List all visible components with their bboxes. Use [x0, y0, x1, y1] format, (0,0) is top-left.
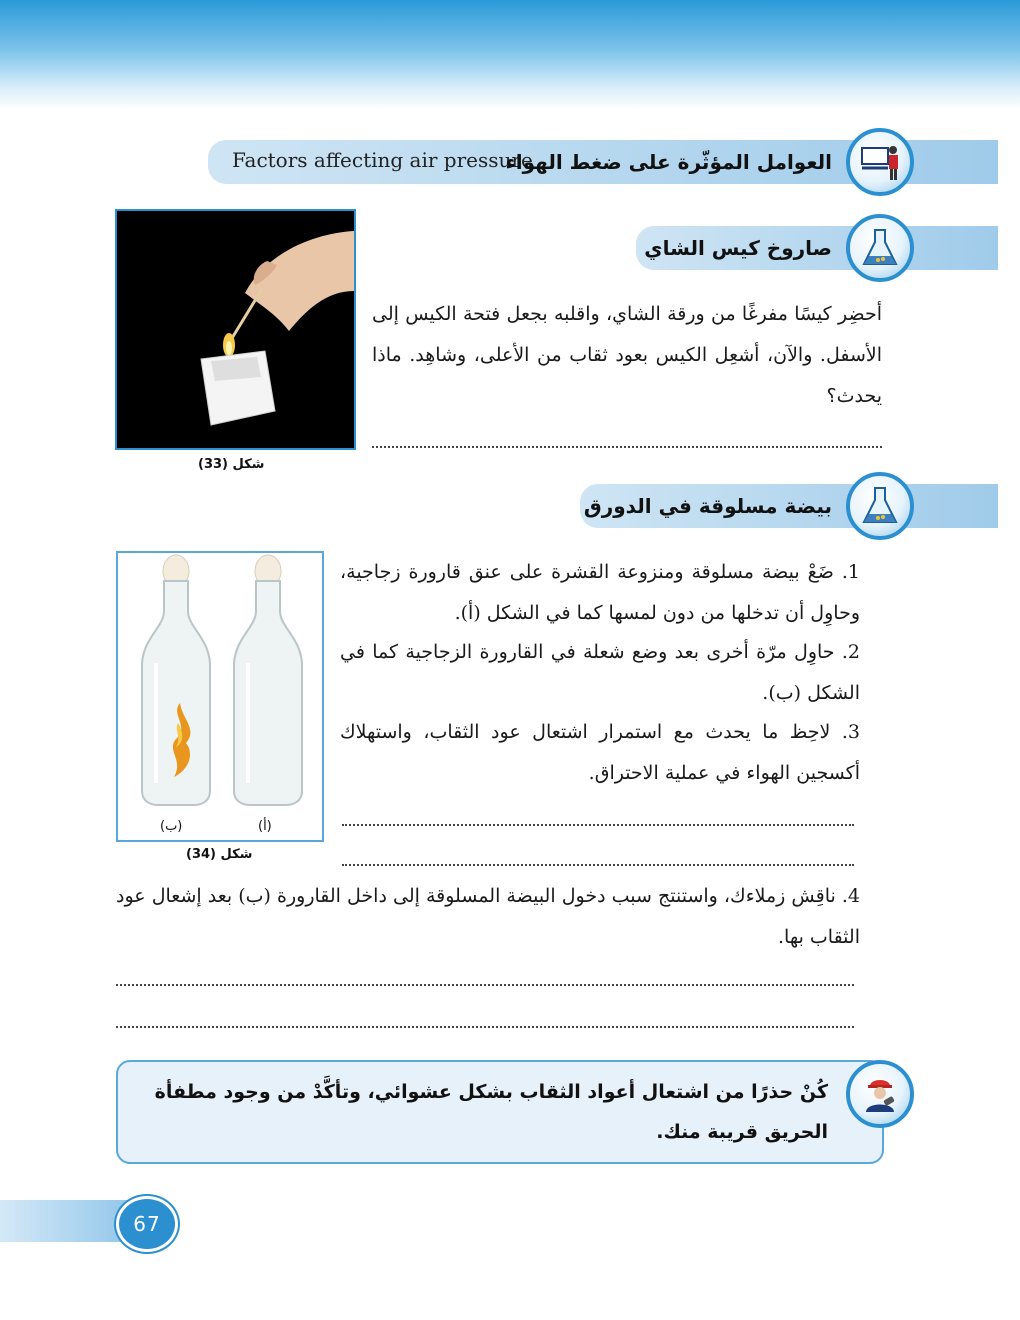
figure-34-caption: شكل (34) — [186, 847, 253, 862]
safety-warning-box — [116, 1060, 884, 1164]
answer-line — [342, 864, 854, 866]
answer-line — [342, 824, 854, 826]
figure-33-tea-bag-photo — [115, 209, 356, 450]
answer-line — [116, 984, 854, 986]
safety-warning-text: كُنْ حذرًا من اشتعال أعواد الثقاب بشكل عشوائي، وتأكَّدْ من وجود مطفأة الحريق قريبة منك. — [154, 1081, 828, 1143]
figure-34-bottles-photo — [116, 551, 324, 842]
activity2-step-1: 1. ضَعْ بيضة مسلوقة ومنزوعة القشرة على عنق قارورة زجاجية، وحاوِل أن تدخلها من دون لمسها كما في الشكل (أ). — [340, 561, 860, 624]
safety-worker-icon — [846, 1060, 914, 1128]
section-title-ar: العوامل المؤثّرة على ضغط الهواء — [505, 150, 832, 174]
figure-33-caption: شكل (33) — [198, 457, 265, 472]
flask-icon — [846, 214, 914, 282]
answer-line — [372, 446, 882, 448]
page-number: 67 — [116, 1196, 178, 1252]
figure-label-a: (أ) — [258, 819, 272, 834]
activity2-step-3: 3. لاحِظ ما يحدث مع استمرار اشتعال عود الثقاب، واستهلاك أكسجين الهواء في عملية الاحتراق. — [340, 721, 860, 784]
activity2-step-2: 2. حاوِل مرّة أخرى بعد وضع شعلة في القارورة الزجاجية كما في الشكل (ب). — [340, 641, 860, 704]
answer-line — [116, 1026, 854, 1028]
flask-icon — [846, 472, 914, 540]
section-title-en: Factors affecting air pressure — [232, 148, 533, 172]
top-gradient-band — [0, 0, 1020, 110]
figure-label-b: (ب) — [160, 819, 183, 834]
activity1-body: أحضِر كيسًا مفرغًا من ورقة الشاي، واقلبه بجعل فتحة الكيس إلى الأسفل. والآن، أشعِل الكيس بعود ثقاب من الأعلى، وشاهِد. ماذا يحدث؟ — [372, 303, 882, 407]
activity2-step-4: 4. ناقِش زملاءك، واستنتج سبب دخول البيضة المسلوقة إلى داخل القارورة (ب) بعد إشعال عود الثقاب بها. — [116, 885, 860, 948]
activity2-title: بيضة مسلوقة في الدورق — [583, 494, 832, 518]
activity1-title: صاروخ كيس الشاي — [644, 236, 832, 260]
teacher-board-icon — [846, 128, 914, 196]
